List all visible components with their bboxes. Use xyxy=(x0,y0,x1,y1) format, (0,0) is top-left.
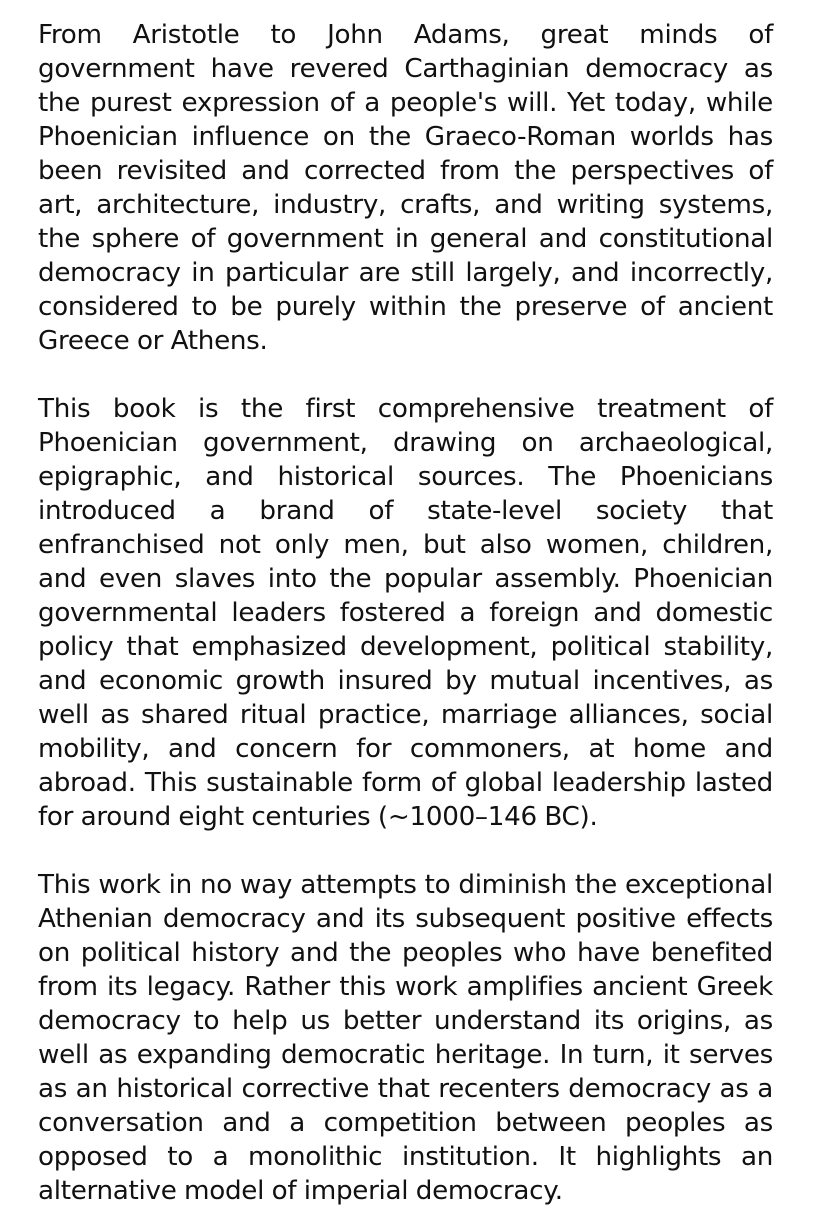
paragraph-intro: From Aristotle to John Adams, great minds of government have revered Carthaginian democracy as the purest expression of a people's will. Yet today, while Phoenician influence on the Graeco-Roman worlds has been revisited and corrected from the perspectives of art, architecture, industry, crafts, and writing systems, the sphere of government in general and constitutional democracy in particular are still largely, and incorrectly, considered to be purely within the preserve of ancient Greece or Athens. xyxy=(38,20,773,356)
book-description xyxy=(38,18,773,1208)
paragraph-book-overview: This book is the first comprehensive treatment of Phoenician government, drawing on archaeological, epigraphic, and historical sources. The Phoenicians introduced a brand of state-level society that enfranchised not only men, but also women, children, and even slaves into the popular assembly. Phoenician governmental leaders fostered a foreign and domestic policy that emphasized development, political stability, and economic growth insured by mutual incentives, as well as shared ritual practice, marriage alliances, social mobility, and concern for commoners, at home and abroad. This sustainable form of global leadership lasted for around eight centuries (~1000–146 BC). xyxy=(38,394,773,832)
paragraph-athenian-democracy: This work in no way attempts to diminish the exceptional Athenian democracy and its subsequent positive effects on political history and the peoples who have benefited from its legacy. Rather this work amplifies ancient Greek democracy to help us better understand its origins, as well as expanding democratic heritage. In turn, it serves as an historical corrective that recenters democracy as a conversation and a competition between peoples as opposed to a monolithic institution. It highlights an alternative model of imperial democracy. xyxy=(38,870,773,1206)
